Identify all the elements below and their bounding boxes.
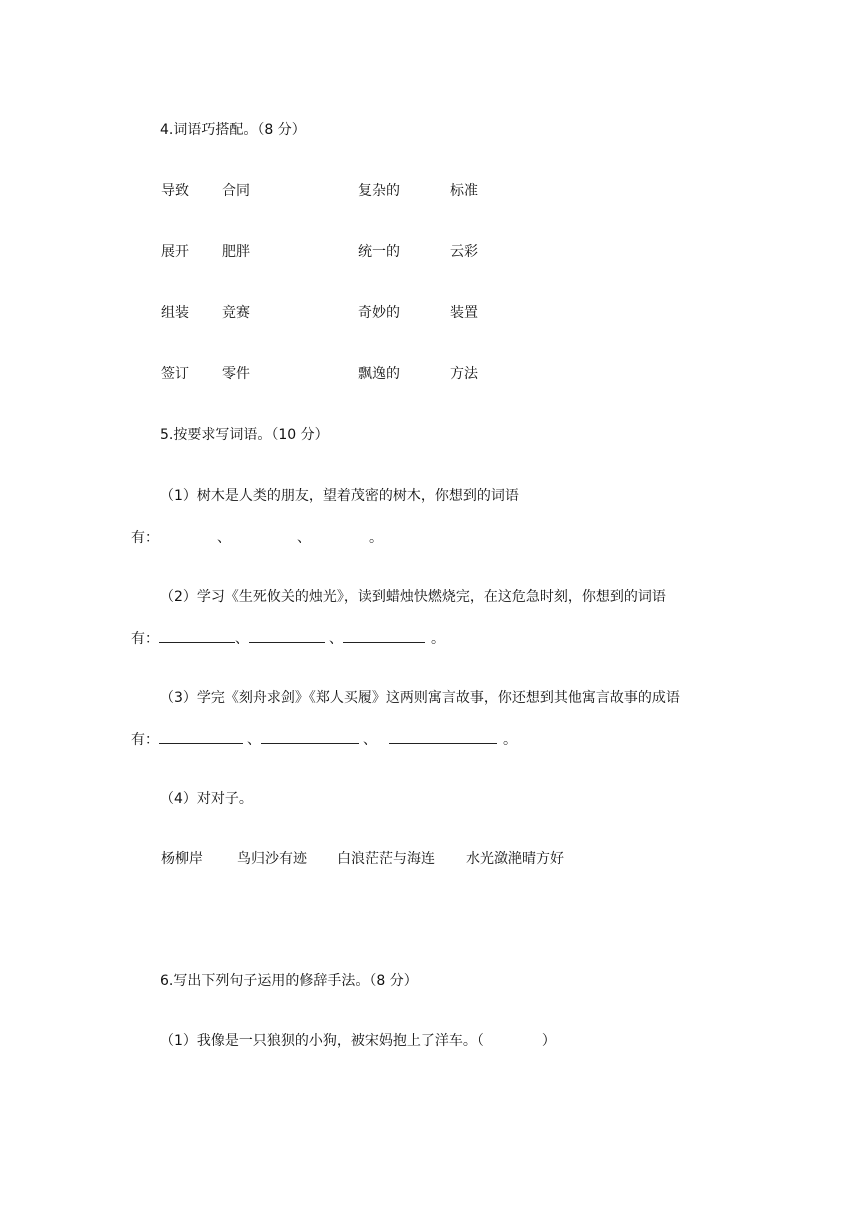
- q6-heading: 6.写出下列句子运用的修辞手法。（8 分）: [160, 973, 418, 989]
- q5-item3-blank-1[interactable]: [159, 731, 243, 744]
- q5-item1-text: （1）树木是人类的朋友，望着茂密的树木，你想到的词语: [160, 488, 519, 504]
- q5-heading: 5.按要求写词语。（10 分）: [160, 427, 329, 443]
- q4-right-word: 云彩: [450, 244, 478, 260]
- couplet-phrase: 水光潋滟晴方好: [466, 851, 564, 867]
- q5-item3-blank-3[interactable]: [389, 731, 497, 744]
- q5-item2-blank-3[interactable]: [343, 630, 425, 643]
- q5-item3-text: （3）学完《刻舟求剑》《郑人买履》这两则寓言故事，你还想到其他寓言故事的成语: [160, 690, 680, 706]
- couplet-phrase: 杨柳岸: [161, 851, 203, 867]
- q4-left-word: 肥胖: [222, 244, 250, 260]
- q4-left-word: 签订: [161, 366, 189, 382]
- q5-item1-answer-line: 有： 、 、 。: [131, 530, 383, 546]
- q4-left-word: 组装: [161, 305, 189, 321]
- q5-item2-answer-line: 有： 、 、 。: [131, 631, 445, 647]
- q4-left-word: 零件: [222, 366, 250, 382]
- couplet-phrase: 白浪茫茫与海连: [337, 851, 435, 867]
- q4-left-word: 合同: [222, 183, 250, 199]
- q4-right-word: 标准: [450, 183, 478, 199]
- q4-left-word: 竞赛: [222, 305, 250, 321]
- q5-item3-answer-line: 有： 、 、 。: [131, 732, 517, 748]
- q4-right-word: 统一的: [358, 244, 400, 260]
- q4-right-word: 装置: [450, 305, 478, 321]
- q4-left-word: 展开: [161, 244, 189, 260]
- q4-left-word: 导致: [161, 183, 189, 199]
- couplet-phrase: 鸟归沙有迹: [237, 851, 307, 867]
- q4-right-word: 方法: [450, 366, 478, 382]
- q6-item1: （1）我像是一只狼狈的小狗，被宋妈抱上了洋车。（ ）: [160, 1033, 556, 1049]
- q4-right-word: 复杂的: [358, 183, 400, 199]
- q5-item4-text: （4）对对子。: [160, 791, 253, 807]
- q4-right-word: 飘逸的: [358, 366, 400, 382]
- q5-item2-blank-2[interactable]: [249, 630, 325, 643]
- q5-item3-blank-2[interactable]: [261, 731, 359, 744]
- q4-right-word: 奇妙的: [358, 305, 400, 321]
- q5-item2-text: （2）学习《生死攸关的烛光》，读到蜡烛快燃烧完，在这危急时刻，你想到的词语: [160, 589, 666, 605]
- q5-item2-blank-1[interactable]: [159, 630, 235, 643]
- q4-heading: 4.词语巧搭配。（8 分）: [160, 122, 306, 138]
